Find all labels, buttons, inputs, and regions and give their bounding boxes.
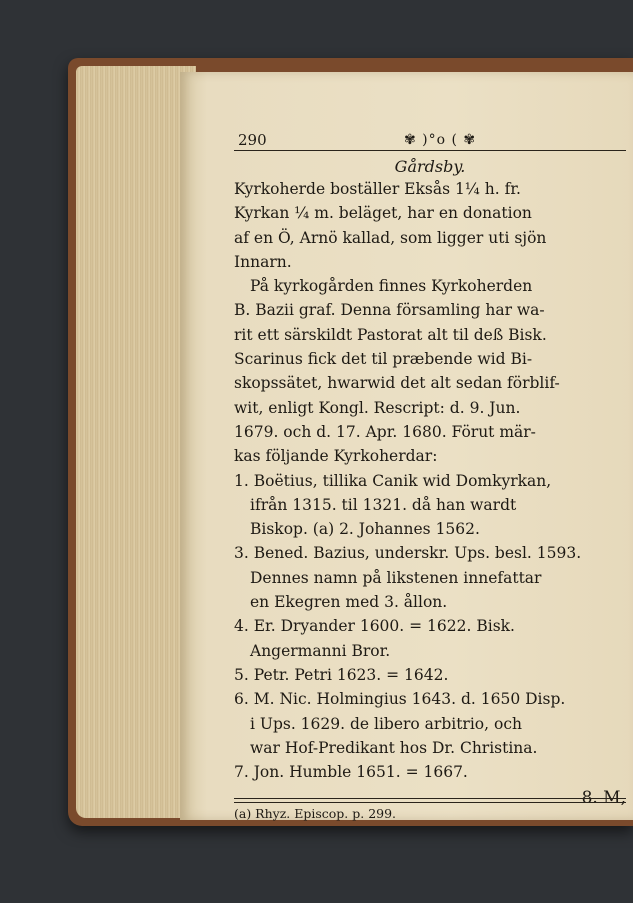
list-item-continuation: ifrån 1315. til 1321. då han wardt xyxy=(250,495,517,514)
text-line: wit, enligt Kongl. Rescript: d. 9. Jun. xyxy=(234,398,521,417)
list-item: 1. Boëtius, tillika Canik wid Domkyrkan, xyxy=(234,471,552,490)
paragraph-1 xyxy=(234,177,626,274)
catchword: 8. M, xyxy=(581,788,626,809)
footnote-rule xyxy=(234,798,626,799)
text-line: af en Ö, Arnö kallad, som ligger uti sjön xyxy=(234,228,547,247)
list-item: 3. Bened. Bazius, underskr. Ups. besl. 1593. xyxy=(234,544,582,563)
text-line: Innarn. xyxy=(234,252,292,271)
pastor-list xyxy=(234,469,626,785)
page-edges xyxy=(76,66,196,818)
header-ornament: ✾ )°o ( ✾ xyxy=(404,132,477,148)
running-header xyxy=(234,128,626,151)
footnote-rule-thin xyxy=(234,802,626,803)
list-item-continuation: Biskop. (a) 2. Johannes 1562. xyxy=(250,520,480,539)
footnote: (a) Rhyz. Episcop. p. 299. xyxy=(234,806,397,821)
text-line: kas följande Kyrkoherdar: xyxy=(234,447,438,466)
page-text-block xyxy=(234,128,626,811)
list-item-continuation: en Ekegren med 3. ållon. xyxy=(250,593,448,612)
list-item: 5. Petr. Petri 1623. = 1642. xyxy=(234,665,449,684)
text-line: Kyrkan ¼ m. beläget, har en donation xyxy=(234,204,532,223)
list-item-continuation: i Ups. 1629. de libero arbitrio, och xyxy=(250,714,522,733)
list-item: 4. Er. Dryander 1600. = 1622. Bisk. xyxy=(234,617,515,636)
text-line: B. Bazii graf. Denna församling har wa- xyxy=(234,301,545,320)
text-line: skopssätet, hwarwid det alt sedan förblif- xyxy=(234,374,560,393)
text-line: Kyrkoherde boställer Eksås 1¼ h. fr. xyxy=(234,180,521,198)
list-item-continuation: Angermanni Bror. xyxy=(250,641,391,660)
text-line: rit ett särskildt Pastorat alt til deß Bisk. xyxy=(234,325,547,344)
text-line: På kyrkogården finnes Kyrkoherden xyxy=(250,277,533,296)
page-number: 290 xyxy=(238,131,267,149)
text-line: 1679. och d. 17. Apr. 1680. Förut mär- xyxy=(234,422,536,441)
list-item: 7. Jon. Humble 1651. = 1667. xyxy=(234,763,468,782)
list-item-continuation: Dennes namn på likstenen innefattar xyxy=(250,568,542,587)
section-heading: Gårdsby. xyxy=(394,157,466,176)
list-item-continuation: war Hof-Predikant hos Dr. Christina. xyxy=(250,738,538,757)
text-line: Scarinus fick det til præbende wid Bi- xyxy=(234,350,533,369)
paragraph-2 xyxy=(234,274,626,468)
list-item: 6. M. Nic. Holmingius 1643. d. 1650 Disp. xyxy=(234,690,566,709)
